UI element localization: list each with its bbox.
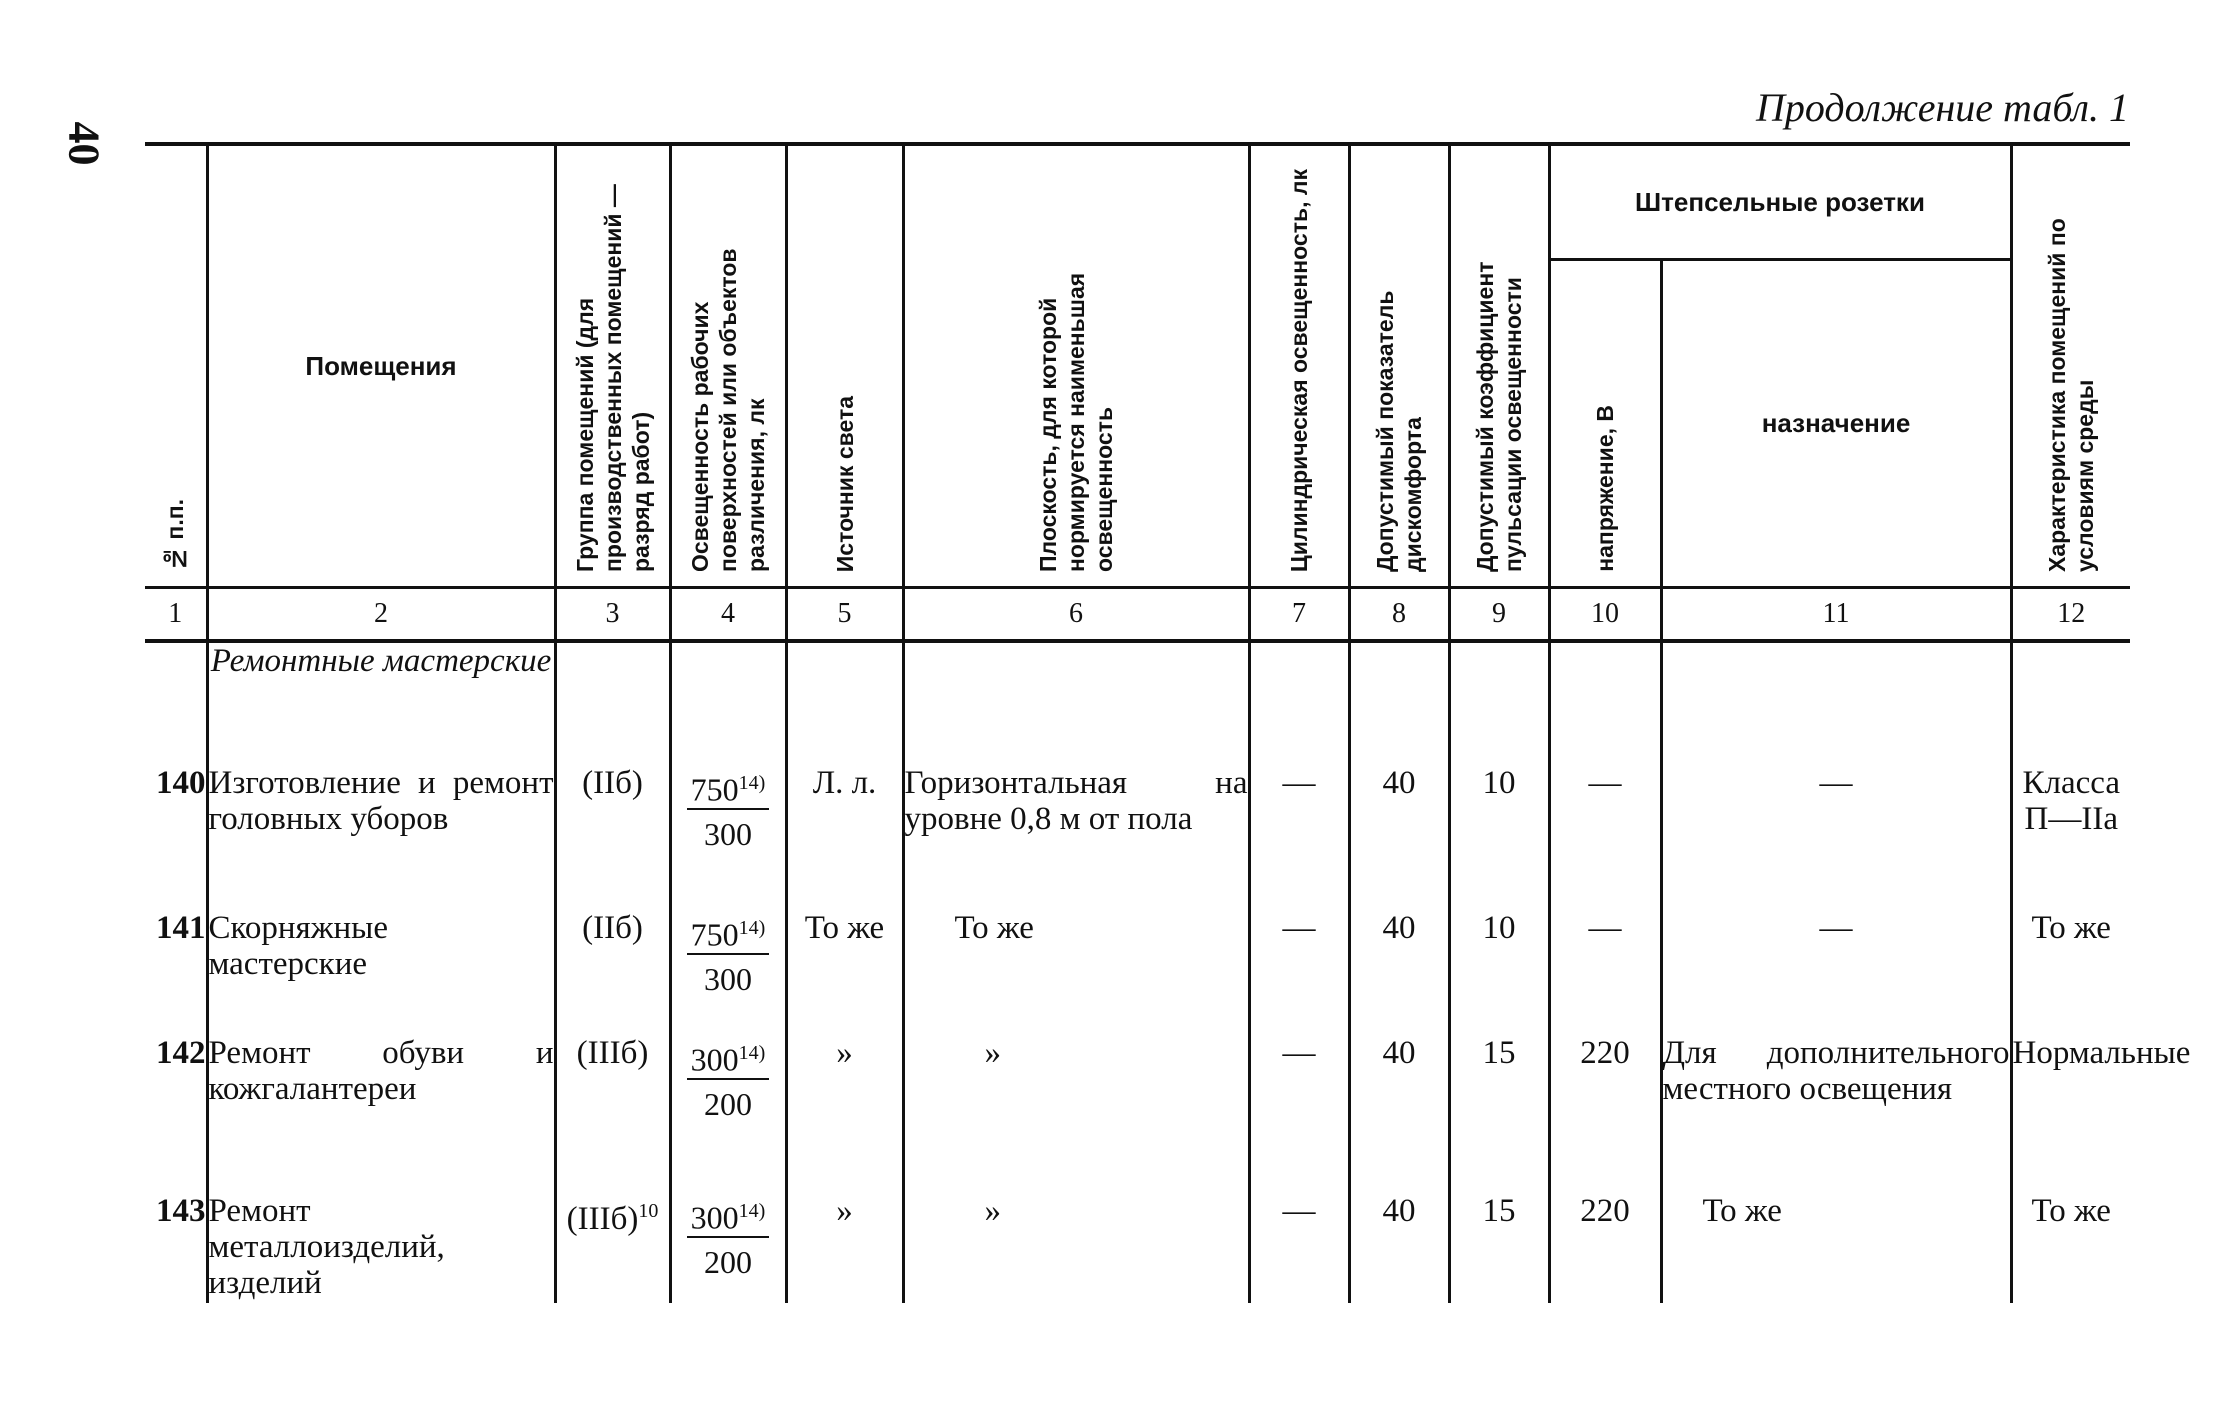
column-number-row <box>145 588 2130 642</box>
row-number: 141 <box>156 910 206 946</box>
column-number: 8 <box>1349 588 1449 642</box>
discomfort-index: 40 <box>1349 910 1449 1035</box>
row-number: 142 <box>156 1035 206 1071</box>
table-row <box>145 1035 2130 1193</box>
illuminance-general: 200 <box>703 1085 752 1122</box>
column-number: 5 <box>786 588 903 642</box>
light-source: » <box>786 1193 903 1303</box>
light-source: То же <box>786 910 903 1035</box>
section-row <box>145 641 2130 765</box>
footnote-ref: 14) <box>738 772 766 794</box>
header-col-1: № п.п. <box>162 499 189 572</box>
room-group: (IIб) <box>555 765 670 910</box>
illuminance-combined: 750 <box>690 916 739 953</box>
illuminance-cell <box>670 1035 786 1193</box>
room-name: Ремонт обуви и кожгалантереи <box>207 1035 555 1193</box>
room-name: Скорняжные мастерские <box>207 910 555 1035</box>
pulsation-coefficient: 10 <box>1449 910 1549 1035</box>
footnote-ref: 10 <box>638 1200 659 1222</box>
column-number: 1 <box>145 588 207 642</box>
header-col-3: Группа помещений (для производственных помещений — разряд работ) <box>555 146 670 588</box>
illuminance-combined: 300 <box>690 1041 739 1078</box>
environment-class: То же <box>2011 910 2130 1035</box>
room-name: Изготовление и ремонт головных уборов <box>207 765 555 910</box>
cylindrical-illuminance: — <box>1249 1035 1349 1193</box>
room-group: (IIIб) <box>555 1035 670 1193</box>
table-row <box>145 1193 2130 1303</box>
header-col-10: напряжение, В <box>1549 260 1661 588</box>
illuminance-cell <box>670 910 786 1035</box>
socket-voltage: — <box>1549 765 1661 910</box>
norm-plane: » <box>903 1035 1249 1193</box>
socket-voltage: 220 <box>1549 1193 1661 1303</box>
header-col-11: назначение <box>1661 260 2011 588</box>
illuminance-cell <box>670 1193 786 1303</box>
illuminance-cell <box>670 765 786 910</box>
room-group-cell <box>555 1193 670 1303</box>
column-number: 4 <box>670 588 786 642</box>
cylindrical-illuminance: — <box>1249 910 1349 1035</box>
column-number: 3 <box>555 588 670 642</box>
pulsation-coefficient: 15 <box>1449 1193 1549 1303</box>
column-number: 2 <box>207 588 555 642</box>
pulsation-coefficient: 10 <box>1449 765 1549 910</box>
environment-class: То же <box>2011 1193 2130 1303</box>
socket-purpose: Для дополнительного местного освещения <box>1661 1035 2011 1193</box>
discomfort-index: 40 <box>1349 1035 1449 1193</box>
column-number: 9 <box>1449 588 1549 642</box>
header-col-5: Источник света <box>786 146 903 588</box>
discomfort-index: 40 <box>1349 1193 1449 1303</box>
row-number: 140 <box>156 765 206 801</box>
column-number: 10 <box>1549 588 1661 642</box>
header-row <box>145 146 2130 260</box>
discomfort-index: 40 <box>1349 765 1449 910</box>
illuminance-general: 300 <box>703 960 752 997</box>
header-group-sockets: Штепсельные розетки <box>1549 146 2011 260</box>
illuminance-general: 200 <box>703 1243 752 1280</box>
footnote-ref: 14) <box>738 1042 766 1064</box>
light-source: » <box>786 1035 903 1193</box>
illuminance-combined: 750 <box>690 771 739 808</box>
table-row <box>145 910 2130 1035</box>
cylindrical-illuminance: — <box>1249 1193 1349 1303</box>
row-number: 143 <box>156 1193 206 1229</box>
socket-voltage: — <box>1549 910 1661 1035</box>
socket-purpose: — <box>1661 910 2011 1035</box>
column-number: 12 <box>2011 588 2130 642</box>
socket-purpose: — <box>1661 765 2011 910</box>
header-col-4: Освещенность рабочих поверхностей или объектов различения, лк <box>670 146 786 588</box>
column-number: 7 <box>1249 588 1349 642</box>
column-number: 11 <box>1661 588 2011 642</box>
room-group: (IIIб) <box>566 1201 639 1237</box>
section-title: Ремонтные мастерские <box>207 641 555 765</box>
light-source: Л. л. <box>786 765 903 910</box>
header-col-12: Характеристика помещений по условиям среды <box>2011 146 2130 588</box>
norm-plane: То же <box>903 910 1249 1035</box>
header-col-7: Цилиндрическая освещенность, лк <box>1249 146 1349 588</box>
illuminance-general: 300 <box>703 815 752 852</box>
header-col-8: Допустимый показатель дискомфорта <box>1349 146 1449 588</box>
page-number: 40 <box>59 121 109 166</box>
room-name: Ремонт металлоизделий, изделий <box>207 1193 555 1303</box>
socket-purpose: То же <box>1661 1193 2011 1303</box>
cylindrical-illuminance: — <box>1249 765 1349 910</box>
footnote-ref: 14) <box>738 1200 766 1222</box>
table-row <box>145 765 2130 910</box>
environment-class: Класса П—IIа <box>2011 765 2130 910</box>
lighting-norms-table <box>145 142 2191 1303</box>
table-continuation-caption: Продолжение табл. 1 <box>1755 85 2129 130</box>
pulsation-coefficient: 15 <box>1449 1035 1549 1193</box>
column-number: 6 <box>903 588 1249 642</box>
norm-plane: » <box>903 1193 1249 1303</box>
header-col-9: Допустимый коэффициент пульсации освещенности <box>1449 146 1549 588</box>
header-col-2: Помещения <box>207 146 555 588</box>
norm-plane: Горизонтальная на уровне 0,8 м от пола <box>903 765 1249 910</box>
header-col-6: Плоскость, для которой нормируется наименьшая освещенность <box>903 146 1249 588</box>
footnote-ref: 14) <box>738 917 766 939</box>
illuminance-combined: 300 <box>690 1199 739 1236</box>
room-group: (IIб) <box>555 910 670 1035</box>
socket-voltage: 220 <box>1549 1035 1661 1193</box>
environment-class: Нормальные <box>2011 1035 2130 1193</box>
